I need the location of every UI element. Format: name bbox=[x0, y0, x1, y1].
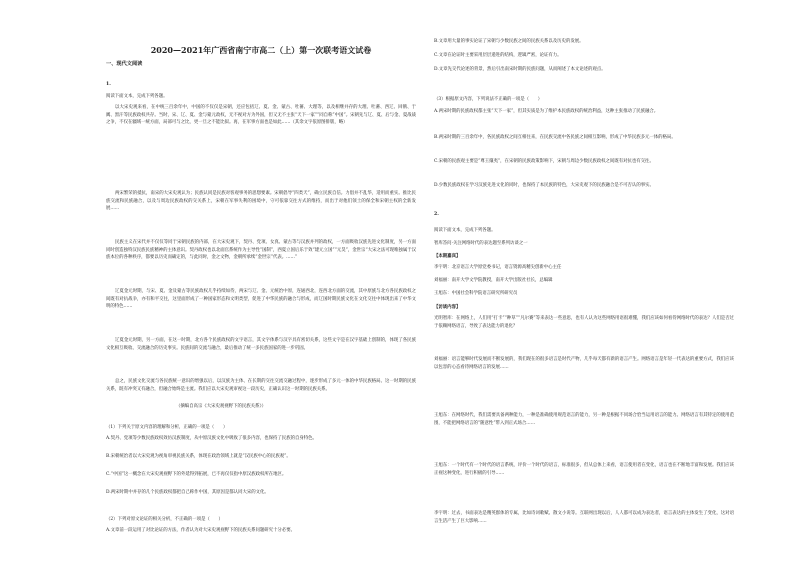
option-a: A.两宋时期的民族政权都主张“天下一家”，但其实质是为了维护本民族政权的统治利益，这种主张推动了民族融合。 bbox=[434, 109, 659, 114]
option-c: C.文章在论证时主要采用层层递进的结构，逻辑严密，论证有力。 bbox=[434, 53, 562, 58]
passage-paragraph: 辽夏金元时期，另一方面，在这一时期，北方各个民族政权的文字语言，其文字体系与汉字具有密切关系，这些文字是在汉字基础上创制的，体现了各民族文化相互吸收、交流融合的历史事实。民族间的交流与融合，最后推动了统一多民族国家的进一步巩固。 bbox=[106, 338, 416, 351]
question-stem: （2）下列对原文论证的相关分析，不正确的一项是（ ） bbox=[106, 517, 223, 522]
passage-source: （摘编自高宗《大宋史观视野下的民族关系》） bbox=[175, 404, 266, 409]
option-d: D.文章先交代论述的背景，然后引出南宋时期的民族问题，从而阐述了本文论述的观点。 bbox=[434, 67, 606, 72]
record-tag: 【访谈内容】 bbox=[434, 305, 461, 310]
question-stem: （3）根据原文内容，下列说法不正确的一项是（ ） bbox=[434, 97, 543, 102]
interview-paragraph: 王旭东：一个时代有一个时代的语言系统，评价一个时代的语言，标准很多，但从总体上来看，语言使用者在变化，语言也在不断地丰富和发展。我们应该正视这种变化，进行积极的引导…… bbox=[434, 463, 734, 476]
passage-paragraph: 两宋繁荣的抵抗，南宋的大宋史观认为；民族认同是民族对客观事务的思想要素。宋朝倡导“四类天”，确立民族自信。力倡并不乱华，适用而重实。推比民族交流和民族融合，以及与周边民族政权的交关系上，宋朝在军事失利的困境中，守可依靠交往方式的维持，而出于对他们领土的保全和宋朝主权的全新发展…… bbox=[106, 191, 416, 212]
guest-line: 李宇明：北京语言大学原党委书记，语言资源高精尖创新中心主任 bbox=[434, 265, 562, 270]
passage-paragraph: 辽夏金元时期，与宋、夏、金及蒙古等民族政权几乎持续如待，两宋与辽、金、元统治中原，连通西北，连西北方面的交流，其中原族与北方各民族政权之间既有对抗战争，亦有和平交往，这里面形成了一种国家形态和文明类型，促进了中华民族的融合与形成，而辽国时期民族文化在文化交往中体现出来了中华文明的特色…… bbox=[106, 289, 416, 310]
section-heading: 一、现代文阅读 bbox=[106, 61, 143, 67]
guest-line: 刘福丽：南开大学文学院教授，南开大学出版社社长，总编辑 bbox=[434, 278, 553, 283]
option-c: C.“中国”这一概念在大宋史观视野下的外延得到拓展，已不再仅仅指中原汉族政权所在地区。 bbox=[106, 472, 287, 477]
question-stem: （1）下列关于原文内容的理解和分析，正确的一项是（ ） bbox=[106, 425, 228, 430]
option-d: D.少数民族政权在学习汉族先进文化的同时，也保持了本民族的特色，大宋史观下的民族融合是不可否认的事实。 bbox=[434, 183, 654, 188]
passage-paragraph: 民族主义在宋代并不仅仅等同于宋朝民族的内部，在大宋史观下，契丹、党项、女真、蒙古等与汉族并列的政权，一方面吸收汉族先进文化制度，另一方面同时创造独特汉民族民族精神的主体意识。契丹政权也以北面官系统作为主导性“国制”，西夏立国后乐于效“建元立国”“元昊”，金世宗“大宋之法可现唯独属于汉族本位的各种秩序，都要以历史而确定的，与此同时，金之文物，金朝所承续“金世宗”代表。……” bbox=[106, 240, 416, 261]
interview-title: 智库答问·关注网络时代的表达题至系列访谈之一 bbox=[434, 241, 528, 246]
option-a: A.文章前一段运用了对比论证的方法，作者认为对大宋史观视野下的民族关系问题研究十分必要。 bbox=[106, 528, 295, 533]
left-column bbox=[106, 0, 416, 562]
option-c: C.宋朝的民族观主要是“尊王攘夷”，在宋朝的民族政策影响下，宋朝与周边少数民族政权之间既有对抗也有交往。 bbox=[434, 159, 654, 164]
passage-paragraph: 以大宋史观来看，在中统三百余年中，中国的不仅仅是宋朝，还应包括辽、夏、金、蒙古、吐蕃、大理等，以及相继并存的大理、吐蕃、西辽、回鹘、于阗、黑汗等民族政权共存。当时，宋、辽、夏、金与蒙元政权，无不视对方为外国，但又无不主张“天下一家”“同自称”中国”。宋朝先与辽、夏、后与金、夏战战之争，不仅在疆域一统方面，局部可与之比，更一旦之不能比拟。再，在军事方面也是如此……（其余文字依原图排版，略） bbox=[106, 105, 416, 126]
interview-paragraph: 光明智库：在网络上，人们用“打卡”“种草”“凡尔赛”等来表达一些意思，也有人认为这些网络用语很难懂，我们应该如何看待网络时代的表达？人们是否过于依赖网络语言，导致了表达能力的退化？ bbox=[434, 316, 734, 329]
interview-paragraph: 刘福丽：语言能够时代发展而不断发展的，我们现在的很多语言是时代产物，几乎每天都有新的语言产生。网络语言是年轻一代表达的重要方式，我们应该以包容的心态看待网络语言的发展…… bbox=[434, 357, 734, 370]
option-a: A.契丹、党项等少数民族政权效仿汉族制度，从中原汉族文化中吸收了很多内容，也保持了民族的自身特色。 bbox=[106, 436, 317, 441]
option-b: B.宋朝统治者以大宋史观为视角审视民族关系，体现在政治领域上就是“汉民族中心的民族观”。 bbox=[106, 454, 291, 459]
question-number: 2. bbox=[434, 212, 439, 217]
question-intro: 阅读下面文本，完成下列各题。 bbox=[106, 94, 168, 99]
exam-title: 2020—2021年广西省南宁市高二（上）第一次联考语文试卷 bbox=[150, 45, 372, 55]
guest-line: 王旭东：中国社会科学院语言研究所研究员 bbox=[434, 291, 518, 296]
question-number: 1. bbox=[106, 82, 111, 87]
guest-tag: 【本期嘉宾】 bbox=[434, 254, 461, 259]
right-column bbox=[434, 0, 734, 562]
option-d: D.两宋时期中并存的几个民族政权都把自己称作中国，其原因是都认同大宋的文化。 bbox=[106, 490, 269, 495]
question-intro: 阅读下面文本，完成下列各题。 bbox=[434, 228, 496, 233]
interview-paragraph: 王旭东：在网络时代，我们需要具备两种能力，一种是准确使用规范语言的能力，另一种是根据不同场合恰当运用语言的能力。网络语言有其特定的使用范围，不能把网络语言的“随意性”带入到正式场合…… bbox=[434, 413, 734, 426]
interview-paragraph: 李宇明：过去，书面表达是精英群体的专属，比如诗词歌赋、散文小说等。互联网出现以后，人人都可以成为表达者，语言表达的主体发生了变化，这对语言生活产生了巨大影响…… bbox=[434, 511, 734, 524]
passage-paragraph: 总之，民族文化交流与各民族统一意识的增强以后，以汉族为主体、在长期的交往交流交融过程中，逐步形成了多元一体的中华民族格局。这一时期的民族关系，既有冲突又有融合，但融合始终是主流。我们应以大宋史观审视这一段历史，正确认识这一时期的民族关系。 bbox=[106, 379, 416, 392]
option-b: B.两宋时期的三百余年中，各民族政权之间互相往来，在民族交流中各民族之间相互影响，形成了中华民族多元一体的格局。 bbox=[434, 135, 676, 140]
option-b: B.文章用大量的事实论证了宋朝与少数民族之间的民族关系以及历史的发展。 bbox=[434, 39, 584, 44]
